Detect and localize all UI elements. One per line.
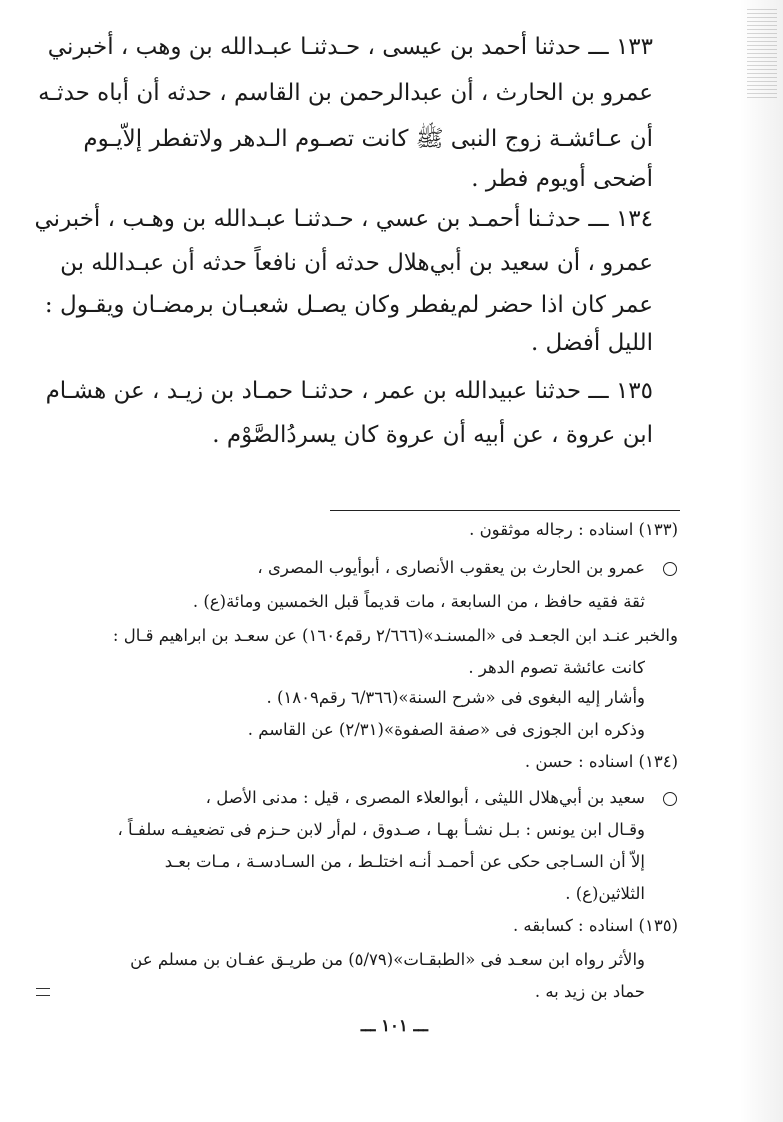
footnote-line: الثلاثين(ع) . — [565, 884, 645, 903]
footnote-line: والأثر رواه ابن سعـد فى «الطبقـات»(٥/٧٩) من طريـق عفـان بن مسلم عن — [130, 950, 645, 969]
hadith-134-line-1: ١٣٤ ـــ حدثـنا أحمـد بن عسي ، حـدثنـا عبـدالله بن وهـب ، أخبرني — [34, 206, 653, 232]
footnote-line: حماد بن زيد به . — [534, 982, 645, 1001]
circle-bullet-icon — [663, 562, 677, 576]
footnote-line: وقـال ابن يونس : بـل نشـأ بهـا ، صـدوق ، لم‌أر لابن حـزم فى تضعيفـه سلفـاً ، — [117, 820, 645, 839]
footnote-divider — [330, 510, 680, 511]
page-number: ـــ ١٠١ ـــ — [360, 1016, 428, 1035]
footnote-line: كانت عائشة تصوم الدهر . — [468, 658, 645, 677]
footnote-135-heading: (١٣٥) اسناده : كسابقه . — [512, 916, 678, 935]
hadith-135-line-1: ١٣٥ ـــ حدثنا عبيدالله بن عمر ، حدثنـا حمـاد بن زيـد ، عن هشـام — [45, 378, 653, 404]
scan-edge-shadow — [739, 0, 783, 1122]
hadith-134-line-3: عمر كان اذا حضر لم‌يفطر وكان يصـل شعبـان برمضـان ويقـول : — [44, 292, 653, 318]
hadith-133-line-1: ١٣٣ ـــ حدثنا أحمد بن عيسى ، حـدثنـا عبـدالله بن وهب ، أخبرني — [47, 34, 653, 60]
hadith-133-line-2: عمرو بن الحارث ، أن عبدالرحمن بن القاسم ، حدثه أن أباه حدثـه — [38, 80, 653, 106]
footnote-line: إلاّ أن السـاجى حكى عن أحمـد أنـه اختلـط ، من السـادسـة ، مـات بعـد — [164, 852, 645, 871]
hadith-134-line-2: عمرو ، أن سعيد بن أبي‌هلال حدثه أن نافعاً حدثه أن عبـدالله بن — [60, 250, 653, 276]
scan-noise — [747, 8, 777, 98]
footnote-133-heading: (١٣٣) اسناده : رجاله موثقون . — [469, 520, 678, 539]
footnote-line: عمرو بن الحارث بن يعقوب الأنصارى ، أبوأيوب المصرى ، — [257, 558, 645, 577]
hadith-133-line-3: أن عـائشـة زوج النبى ﷺ كانت تصـوم الـدهر ولاتفطر إلاّيـوم — [83, 126, 653, 152]
footnote-134-heading: (١٣٤) اسناده : حسن . — [524, 752, 678, 771]
hadith-133-line-4: أضحى أويوم فطر . — [471, 166, 653, 192]
hadith-134-line-4: الليل أفضل . — [530, 330, 653, 356]
footnote-line: والخبر عنـد ابن الجعـد فى «المسنـد»(٢/٦٦٦ رقم١٦٠٤) عن سعـد بن ابراهيم قـال : — [112, 626, 678, 645]
margin-mark — [36, 988, 50, 996]
footnote-line: ثقة فقيه حافظ ، من السابعة ، مات قديماً قبل الخمسين ومائة(ع) . — [192, 592, 645, 611]
footnote-line: وذكره ابن الجوزى فى «صفة الصفوة»(٢/٣١) عن القاسم . — [247, 720, 645, 739]
hadith-135-line-2: ابن عروة ، عن أبيه أن عروة كان يسردُالصَّوْم . — [212, 422, 653, 448]
footnote-line: وأشار إليه البغوى فى «شرح السنة»(٦/٣٦٦ رقم١٨٠٩) . — [266, 688, 645, 707]
footnote-line: سعيد بن أبي‌هلال الليثى ، أبوالعلاء المصرى ، قيل : مدنى الأصل ، — [205, 788, 645, 807]
circle-bullet-icon — [663, 792, 677, 806]
